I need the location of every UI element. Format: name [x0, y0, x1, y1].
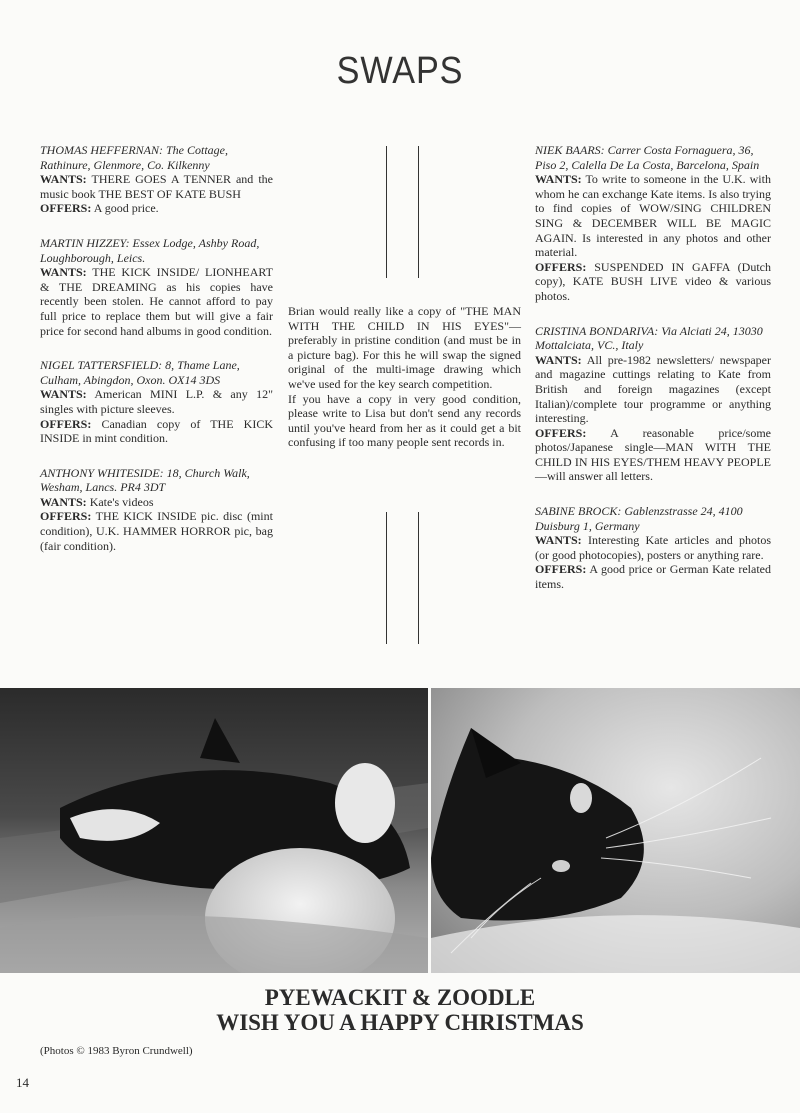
offers-text: A reasonable price/some photos/Japanese single—MAN WITH THE CHILD IN HIS EYES/THEM HEAVY PEOPLE—will answer all letters. [535, 425, 771, 484]
swap-entry [535, 143, 771, 304]
entry-offers [40, 201, 273, 216]
swaps-column-left [40, 143, 273, 573]
wants-text: Interesting Kate articles and photos (or good photocopies), posters or anything rare. [535, 533, 772, 562]
offers-text: Canadian copy of THE KICK INSIDE in mint condition. [40, 416, 273, 446]
swaps-column-middle [288, 304, 521, 450]
offers-text: A good price. [93, 201, 159, 216]
entry-offers [535, 562, 771, 591]
page-title: SWAPS [336, 50, 464, 92]
entry-wants [40, 387, 273, 416]
entry-name: THOMAS HEFFERNAN: The Cottage, Rathinure, Glenmore, Co. Kilkenny [40, 143, 228, 172]
swap-entry [40, 236, 273, 338]
wants-text: To write to someone in the U.K. with whom he can exchange Kate items. Is also trying to find copies of WOW/SING CHILDREN SING & DECEMBER WILL BE MAGIC AGAIN. Is interested in any photos and other material. [535, 172, 771, 260]
wants-label: WANTS: [535, 352, 582, 367]
entry-name: NIGEL TATTERSFIELD: 8, Thame Lane, Culham, Abingdon, Oxon. OX14 3DS [40, 358, 240, 387]
wants-label: WANTS: [535, 533, 582, 548]
entry-name: SABINE BROCK: Gablenzstrasse 24, 4100 Duisburg 1, Germany [535, 504, 743, 533]
photo-credit: (Photos © 1983 Byron Crundwell) [40, 1045, 193, 1057]
double-rule-bottom-right [418, 512, 419, 644]
offers-label: OFFERS: [535, 562, 587, 577]
entry-wants [535, 172, 771, 260]
entry-name: MARTIN HIZZEY: Essex Lodge, Ashby Road, Loughborough, Leics. [40, 235, 260, 265]
swap-entry [535, 324, 771, 485]
page-number: 14 [16, 1075, 29, 1090]
double-rule-top-left [386, 146, 387, 278]
entry-wants [40, 172, 273, 201]
swap-entry [40, 358, 273, 446]
wants-text: American MINI L.P. & any 12" singles with picture sleeves. [40, 387, 273, 416]
double-rule-bottom-left [386, 512, 387, 644]
entry-offers [535, 426, 771, 484]
swap-entry [40, 143, 273, 216]
entry-offers [40, 417, 273, 446]
wants-label: WANTS: [40, 494, 87, 509]
wants-text: All pre-1982 newsletters/ newspaper and magazine cuttings relating to Kate from British and foreign magazines (except Italian)/complete tour programme or anything interesting. [535, 352, 771, 426]
offers-label: OFFERS: [40, 201, 92, 216]
entry-name: ANTHONY WHITESIDE: 18, Church Walk, Wesham, Lancs. PR4 3DT [40, 465, 250, 495]
offers-label: OFFERS: [40, 509, 92, 524]
photo-caption [0, 985, 800, 1035]
wants-text: THERE GOES A TENNER and the music book THE BEST OF KATE BUSH [40, 172, 273, 201]
swaps-column-right [535, 143, 771, 612]
offers-label: OFFERS: [535, 259, 587, 274]
swap-entry [535, 504, 771, 592]
double-rule-top-right [418, 146, 419, 278]
entry-wants [535, 353, 771, 426]
entry-wants [40, 265, 273, 338]
wants-text: Kate's videos [89, 494, 154, 509]
entry-wants [40, 495, 273, 510]
caption-line-2: WISH YOU A HAPPY CHRISTMAS [216, 1010, 584, 1035]
photo-strip [0, 688, 800, 973]
entry-offers [40, 509, 273, 553]
wants-label: WANTS: [40, 387, 87, 402]
entry-offers [535, 260, 771, 304]
wants-label: WANTS: [40, 265, 87, 280]
cat-photo-right [431, 688, 800, 973]
offers-text: SUSPENDED IN GAFFA (Dutch copy), KATE BUSH LIVE video & various photos. [535, 259, 772, 303]
swap-entry [40, 466, 273, 554]
entry-name: CRISTINA BONDARIVA: Via Alciati 24, 13030 Mottalciata, VC., Italy [535, 323, 763, 353]
entry-wants [535, 533, 771, 562]
offers-label: OFFERS: [40, 416, 92, 431]
offers-text: A good price or German Kate related items. [535, 562, 771, 592]
wants-label: WANTS: [40, 172, 87, 187]
caption-line-1: PYEWACKIT & ZOODLE [264, 985, 536, 1010]
offers-label: OFFERS: [535, 425, 587, 440]
wants-text: THE KICK INSIDE/ LIONHEART & THE DREAMING as his copies have recently been stolen. He cannot afford to pay full price to replace them but will give a fair price for second hand albums in good condition. [40, 265, 273, 338]
middle-paragraph-1: Brian would really like a copy of "THE MAN WITH THE CHILD IN HIS EYES"—preferably in pristine condition (and must be in a picture bag). For this he will swap the signed original of the multi-image drawing which we've used for the key search competition. [288, 304, 521, 391]
offers-text: THE KICK INSIDE pic. disc (mint condition), U.K. HAMMER HORROR pic, bag (fair condition). [40, 509, 273, 553]
entry-name: NIEK BAARS: Carrer Costa Fornaguera, 36, Piso 2, Calella De La Costa, Barcelona, Spain [535, 143, 760, 172]
wants-label: WANTS: [535, 172, 582, 187]
cat-photo-left [0, 688, 428, 973]
middle-paragraph-2: If you have a copy in very good condition, please write to Lisa but don't send any records until you've heard from her as it could get a bit confusing if too many people sent records in. [288, 391, 521, 450]
